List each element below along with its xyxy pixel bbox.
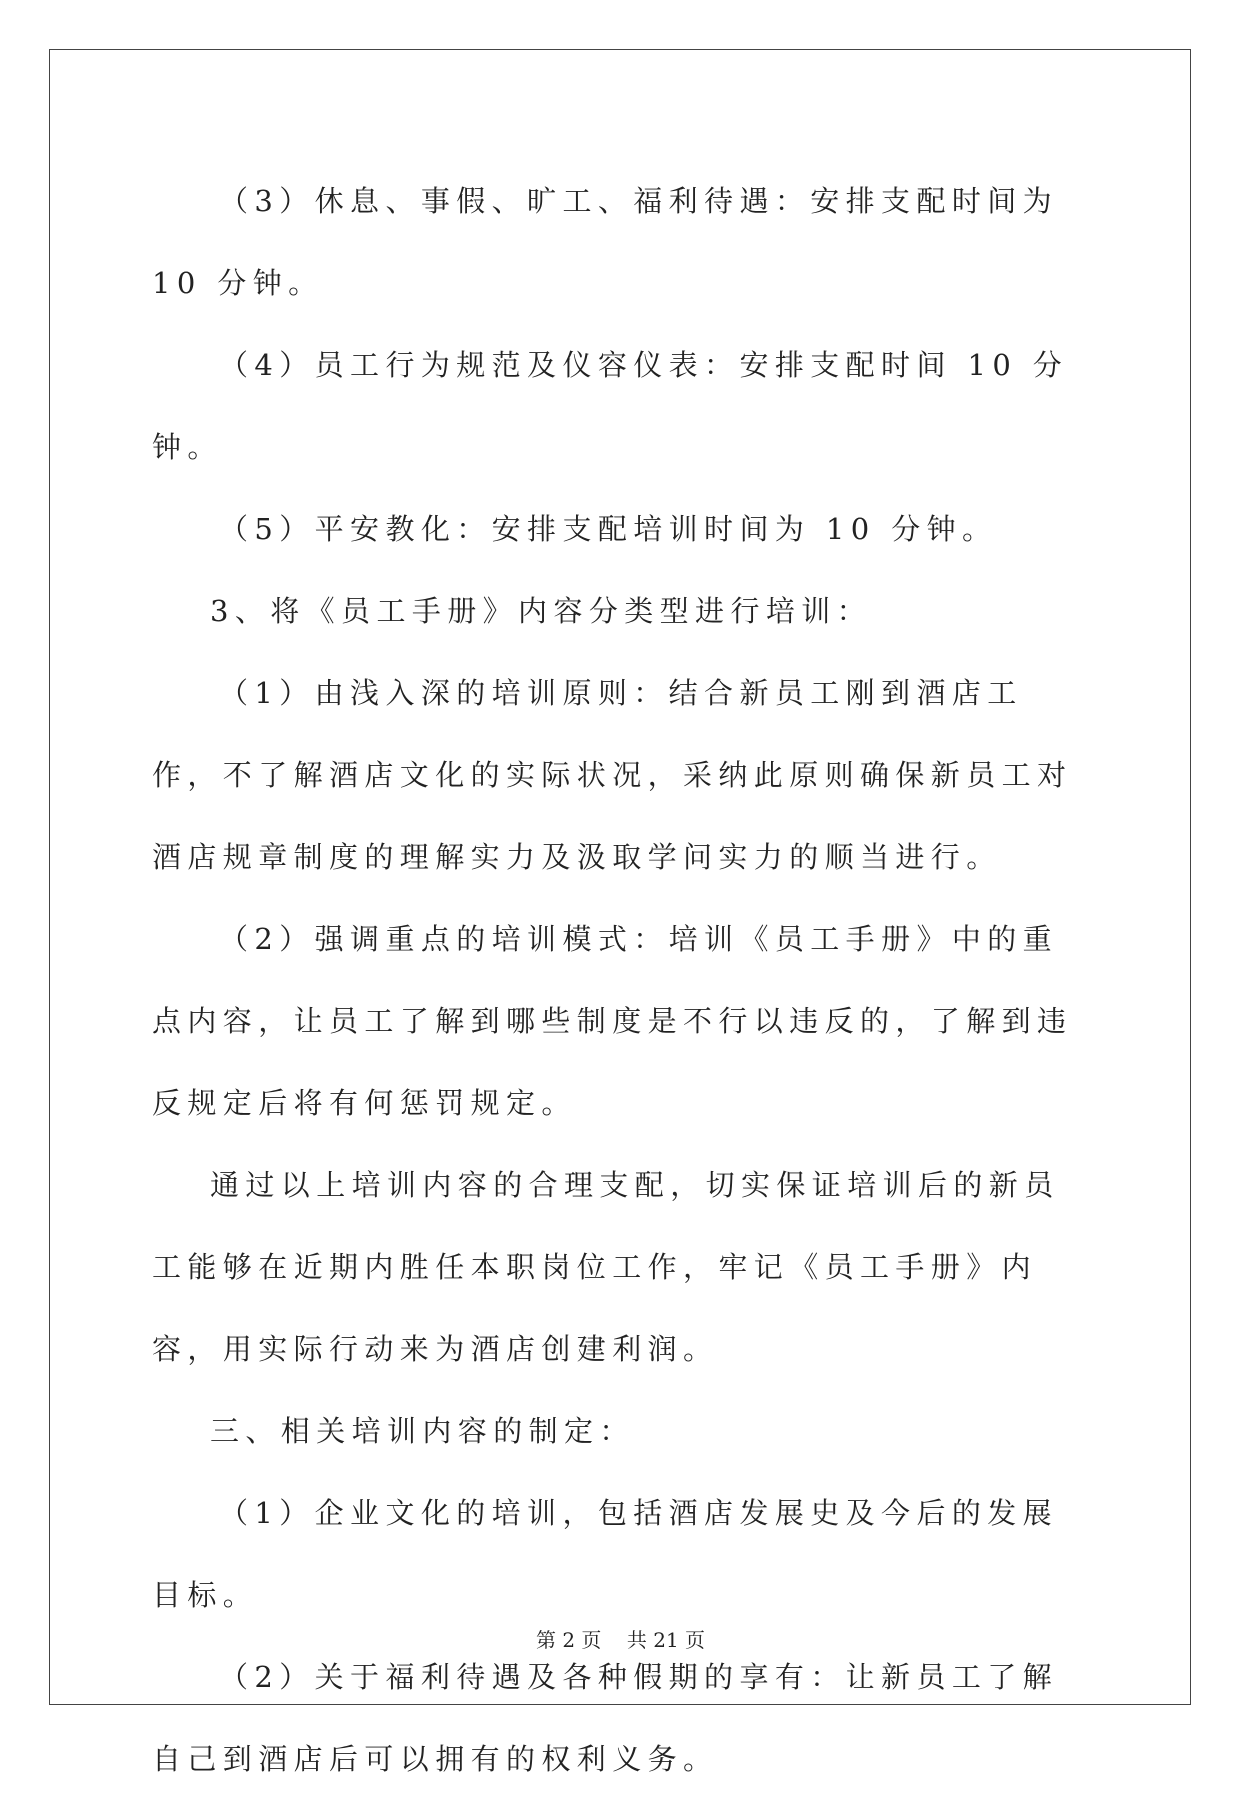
- section-heading-three: 三、相关培训内容的制定：: [210, 1414, 635, 1448]
- paragraph-3-rest-leave: （3）休息、事假、旷工、福利待遇：安排支配时间为 10 分钟。: [152, 184, 1059, 300]
- section-heading-3: 3、将《员工手册》内容分类型进行培训：: [210, 594, 873, 628]
- document-body: [152, 160, 1092, 1800]
- paragraph-4-conduct: （4）员工行为规范及仪容仪表：安排支配时间 10 分钟。: [152, 348, 1069, 464]
- paragraph-summary: 通过以上培训内容的合理支配，切实保证培训后的新员工能够在近期内胜任本职岗位工作，牢记《员工手册》内容，用实际行动来为酒店创建利润。: [152, 1168, 1060, 1366]
- paragraph-2-focus: （2）强调重点的培训模式：培训《员工手册》中的重点内容，让员工了解到哪些制度是不行以违反的，了解到违反规定后将有何惩罚规定。: [152, 922, 1073, 1120]
- page-number: 第 2 页: [535, 1628, 602, 1652]
- paragraph-culture: （1）企业文化的培训，包括酒店发展史及今后的发展目标。: [152, 1496, 1059, 1612]
- paragraph-1-principle: （1）由浅入深的培训原则：结合新员工刚到酒店工作，不了解酒店文化的实际状况，采纳此原则确保新员工对酒店规章制度的理解实力及汲取学问实力的顺当进行。: [152, 676, 1073, 874]
- paragraph-5-safety: （5）平安教化：安排支配培训时间为 10 分钟。: [219, 512, 998, 546]
- paragraph-benefits: （2）关于福利待遇及各种假期的享有：让新员工了解自己到酒店后可以拥有的权利义务。: [152, 1660, 1059, 1776]
- page-footer: [0, 1624, 1241, 1653]
- page-total: 共 21 页: [626, 1628, 706, 1652]
